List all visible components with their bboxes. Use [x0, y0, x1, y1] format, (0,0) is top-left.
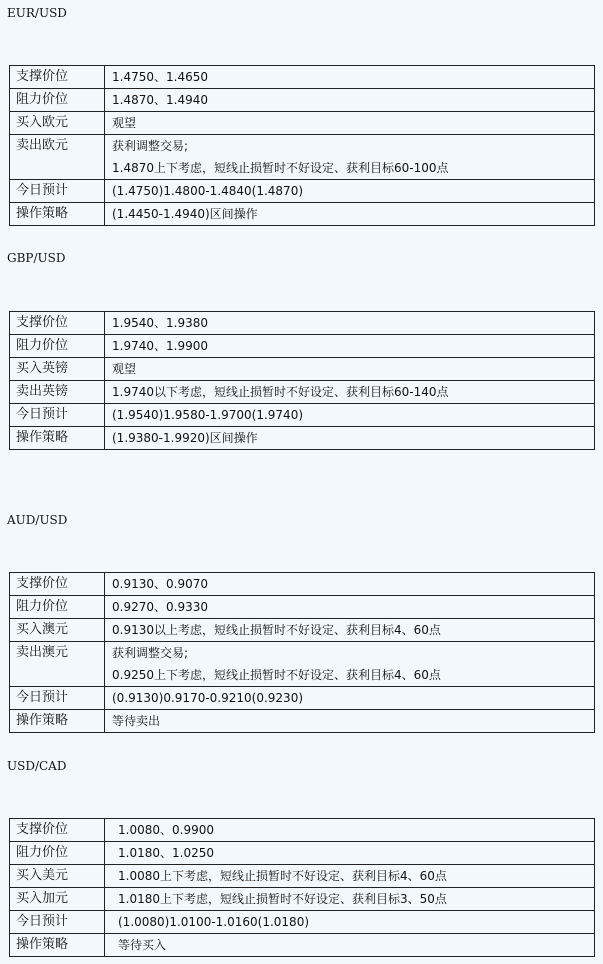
row-label: 买入加元 [10, 888, 105, 911]
row-label: 买入美元 [10, 865, 105, 888]
table-row [10, 865, 595, 888]
row-label: 支撑价位 [10, 66, 105, 89]
row-value: 等待买入 [105, 934, 595, 957]
table-row [10, 911, 595, 934]
aud-usd-table [9, 572, 595, 733]
eur-usd-table [9, 65, 595, 226]
table-row [10, 312, 595, 335]
table-row [10, 573, 595, 596]
section-title-aud-usd: AUD/USD [7, 513, 68, 527]
row-label: 买入澳元 [10, 619, 105, 642]
row-value: 0.9130以上考虑，短线止损暂时不好设定、获利目标4、60点 [105, 619, 595, 642]
row-label: 今日预计 [10, 404, 105, 427]
table-row [10, 203, 595, 226]
row-value: (1.4750)1.4800-1.4840(1.4870) [105, 180, 595, 203]
row-label: 阻力价位 [10, 335, 105, 358]
row-value: 观望 [105, 112, 595, 135]
table-row [10, 89, 595, 112]
row-value: 0.9270、0.9330 [105, 596, 595, 619]
usd-cad-table [9, 818, 595, 957]
row-value: 1.0180上下考虑，短线止损暂时不好设定、获利目标3、50点 [105, 888, 595, 911]
table-row [10, 596, 595, 619]
row-value: 1.0180、1.0250 [105, 842, 595, 865]
value-line: 获利调整交易; [112, 646, 189, 660]
row-label: 卖出欧元 [10, 135, 105, 180]
table-row [10, 819, 595, 842]
row-value: 1.4870、1.4940 [105, 89, 595, 112]
row-label: 阻力价位 [10, 89, 105, 112]
table-row [10, 710, 595, 733]
table-row [10, 888, 595, 911]
value-line: 获利调整交易; [112, 139, 189, 153]
row-label: 今日预计 [10, 687, 105, 710]
table-row [10, 619, 595, 642]
row-value: 1.0080、0.9900 [105, 819, 595, 842]
row-value: 1.9740以下考虑，短线止损暂时不好设定、获利目标60-140点 [105, 381, 595, 404]
table-row [10, 687, 595, 710]
row-value: 1.9540、1.9380 [105, 312, 595, 335]
value-line: 0.9250上下考虑，短线止损暂时不好设定、获利目标4、60点 [112, 668, 441, 682]
row-label: 阻力价位 [10, 842, 105, 865]
value-line: 1.4870上下考虑，短线止损暂时不好设定、获利目标60-100点 [112, 161, 449, 175]
row-label: 操作策略 [10, 710, 105, 733]
table-row [10, 180, 595, 203]
section-title-usd-cad: USD/CAD [7, 759, 67, 773]
table-row [10, 358, 595, 381]
row-label: 阻力价位 [10, 596, 105, 619]
row-value: (1.9540)1.9580-1.9700(1.9740) [105, 404, 595, 427]
row-label: 卖出澳元 [10, 642, 105, 687]
table-row [10, 66, 595, 89]
row-value: (1.9380-1.9920)区间操作 [105, 427, 595, 450]
row-value [105, 642, 595, 687]
section-title-eur-usd: EUR/USD [7, 6, 67, 20]
row-value: 0.9130、0.9070 [105, 573, 595, 596]
row-value: (1.4450-1.4940)区间操作 [105, 203, 595, 226]
row-label: 今日预计 [10, 911, 105, 934]
gbp-usd-table [9, 311, 595, 450]
row-value: 1.0080上下考虑，短线止损暂时不好设定、获利目标4、60点 [105, 865, 595, 888]
table-row [10, 381, 595, 404]
row-label: 买入英镑 [10, 358, 105, 381]
row-value: 1.9740、1.9900 [105, 335, 595, 358]
table-row [10, 335, 595, 358]
section-title-gbp-usd: GBP/USD [7, 251, 66, 265]
row-label: 支撑价位 [10, 573, 105, 596]
row-label: 操作策略 [10, 427, 105, 450]
row-label: 支撑价位 [10, 819, 105, 842]
row-value: 等待卖出 [105, 710, 595, 733]
table-row [10, 427, 595, 450]
row-value: 1.4750、1.4650 [105, 66, 595, 89]
row-label: 操作策略 [10, 934, 105, 957]
table-row [10, 404, 595, 427]
table-row [10, 842, 595, 865]
row-label: 今日预计 [10, 180, 105, 203]
table-row [10, 112, 595, 135]
row-label: 操作策略 [10, 203, 105, 226]
table-row [10, 642, 595, 687]
row-label: 卖出英镑 [10, 381, 105, 404]
row-value [105, 135, 595, 180]
table-row [10, 934, 595, 957]
table-row [10, 135, 595, 180]
row-value: (1.0080)1.0100-1.0160(1.0180) [105, 911, 595, 934]
row-label: 买入欧元 [10, 112, 105, 135]
row-label: 支撑价位 [10, 312, 105, 335]
row-value: 观望 [105, 358, 595, 381]
row-value: (0.9130)0.9170-0.9210(0.9230) [105, 687, 595, 710]
